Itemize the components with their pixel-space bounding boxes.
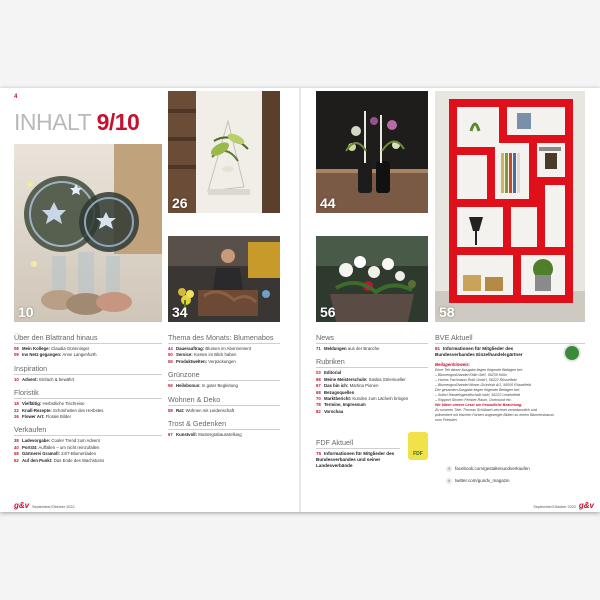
beilage-line: – Rapport Stroem Fenster-Raum, Dortmund etc. <box>435 397 512 402</box>
note-line: Zu unseren Titel: Thomas Schilbach zeichnet verantwortlich und <box>435 407 538 412</box>
beilage-line: Einer Teil dieser Ausgabe liegen folgende Beilagen bei: <box>435 367 523 372</box>
facebook-icon: f <box>446 466 452 472</box>
photo-florist-demo <box>168 236 280 322</box>
toc-entry[interactable]: 62 Auf den Punkt: Das Ende des Wachstums <box>14 457 105 463</box>
twitter-icon: t <box>446 478 452 484</box>
toc-entry[interactable]: 40 Porträt: Auffallen – um nicht reinzufallen <box>14 444 100 450</box>
toc-entry[interactable]: 38 Ladevorgabe: Cooler Trend zum Advent <box>14 438 100 444</box>
section-rubriken <box>316 357 428 415</box>
toc-entry[interactable]: 68 Meine Meisterschule: Saskia Striemueller <box>316 376 406 382</box>
bve-logo-icon <box>563 344 581 362</box>
note-line: Wir bitten unsere Leser um freundliche Beachtung. <box>435 402 523 407</box>
section-inspiration <box>14 364 162 383</box>
section-heading: Floristik <box>14 388 162 399</box>
toc-entry[interactable]: 67 Kunstvoll: Mustergrabausstellung <box>168 432 242 438</box>
note-line: präsentiert mit frischen Farben angezeigte Blüten zu einem Blumenstrauss <box>435 412 554 417</box>
section-heading: News <box>316 333 428 344</box>
beilage-line: – Blumengroßhandel Moser-Grünholz AG, 56000 Rüsselfeld <box>435 382 531 387</box>
toc-entry[interactable]: 22 Knall-Rezepte: Schönheiten des Herbstes <box>14 407 104 413</box>
title-issue: 9/10 <box>96 109 140 135</box>
toc-entry[interactable]: 56 Heilsbonus: In guter Begleitung <box>168 383 238 389</box>
magazine-logo-right: g&v <box>578 501 594 510</box>
magazine-spread <box>0 88 600 512</box>
toc-entry[interactable]: 03 Editorial <box>316 370 342 376</box>
section-heading: Rubriken <box>316 357 428 368</box>
photo-page-number: 26 <box>172 195 188 211</box>
section-gruenzone <box>168 370 280 389</box>
toc-entry[interactable]: 10 Advent: Einfach & bewährt <box>14 376 75 382</box>
page-fold <box>299 88 301 512</box>
toc-column-left-a <box>14 333 162 469</box>
beilage-line: – Blumengroßhandel Kölln GbR, 56235 Kölln <box>435 372 507 377</box>
fdf-info[interactable]: 75 Informationen für Mitglieder des Bundesverbandes und seiner Landesverbände <box>316 451 395 468</box>
photo-page-number: 34 <box>172 304 188 320</box>
photo-red-shelf <box>435 91 585 322</box>
beilage-heading: Beilagenhinweis: <box>435 362 471 367</box>
toc-entry[interactable]: 78 Termine, Impressum <box>316 402 366 408</box>
fdf-badge: FDF <box>408 432 428 460</box>
section-heading: Über den Blattrand hinaus <box>14 333 162 344</box>
section-trost <box>168 419 280 438</box>
title-word: INHALT <box>14 109 91 135</box>
twitter-link[interactable]: t twitter.com/gundv_magazin <box>446 478 510 484</box>
section-verkaufen <box>14 425 162 464</box>
toc-column-left-b <box>168 333 280 443</box>
section-bve <box>435 333 585 423</box>
toc-entry[interactable]: 82 Vorschau <box>316 408 344 414</box>
beilage-line: – Sofort Handelsgesellschaft mbH, 55222 Lindenfeldt <box>435 392 520 397</box>
section-heading: Trost & Gedenken <box>168 419 280 430</box>
photo-page-number: 10 <box>18 304 34 320</box>
section-heading: FDF Aktuell <box>316 438 400 449</box>
section-wohnen <box>168 395 280 414</box>
beilage-line: – Harms Fachmann-Roth GmbH, 56222 Rüsselfeld <box>435 377 517 382</box>
page-number: 4 <box>14 94 18 100</box>
toc-entry[interactable]: 68 Bezugsquellen <box>316 389 355 395</box>
toc-entry[interactable]: 09 Ins Netz gegangen: Anne Langenfurth <box>14 352 97 358</box>
footer-issue-right: September/Oktober 2022 <box>533 505 576 509</box>
section-thema <box>168 333 280 365</box>
toc-entry[interactable]: 26 Flower Art: Florale Bilder <box>14 414 72 420</box>
footer-issue-left: September/Oktober 2022 <box>32 505 75 509</box>
red-shelf-image <box>435 91 585 322</box>
photo-page-number: 58 <box>439 304 455 320</box>
section-heading: Verkaufen <box>14 425 162 436</box>
section-heading: Wohnen & Deko <box>168 395 280 406</box>
toc-entry[interactable]: 50 Service: Kosten im Blick haben <box>168 352 237 358</box>
toc-entry[interactable]: 70 Marktbericht: Kunden zum Lächeln bringen <box>316 396 409 402</box>
beilage-line: Der gesamten Ausgabe liegen folgende Beilagen bei: <box>435 387 520 392</box>
facebook-link[interactable]: f facebook.com/gestaltenundverkaufen <box>446 466 530 472</box>
page-title <box>14 109 139 135</box>
section-floristik <box>14 388 162 420</box>
section-heading: Thema des Monats: Blumenabos <box>168 333 280 344</box>
toc-column-right-a <box>316 333 428 420</box>
photo-advent-decoration <box>14 144 162 322</box>
photo-flower-art <box>168 91 280 213</box>
advent-decoration-image <box>14 144 162 322</box>
toc-entry[interactable]: 67 Das bin ich: Martina Pionen <box>316 383 379 389</box>
note-line: vom Feinsten. <box>435 417 458 422</box>
toc-entry[interactable]: 08 Mein Kollege: Claudia Günnninger <box>14 346 90 351</box>
toc-entry[interactable]: 71 Meldungen aus der Branche <box>316 346 380 351</box>
toc-entry[interactable]: 44 Dauerauftrag: Blumen im Abonnement <box>168 346 252 351</box>
bve-info[interactable]: 81 Informationen für Mitglieder des Bundesverbandes Einzelhandelsgärtner <box>435 346 523 357</box>
toc-entry[interactable]: 55 Produktwelten: Verpackungen <box>168 358 236 364</box>
section-blatt <box>14 333 162 359</box>
photo-flower-planter <box>316 236 428 322</box>
photo-page-number: 56 <box>320 304 336 320</box>
toc-entry[interactable]: 18 Vielfältig: Herbstliche Tischreise <box>14 401 85 407</box>
section-heading: BVE Aktuell <box>435 333 585 344</box>
section-heading: Grünzone <box>168 370 280 381</box>
photo-page-number: 44 <box>320 195 336 211</box>
toc-entry[interactable]: 58 Rat: Wohnen mit Leidenschaft <box>168 407 234 413</box>
section-news <box>316 333 428 352</box>
toc-entry[interactable]: 58 Gärtnerei Gramoll: 24/7-Blumenladen <box>14 451 97 457</box>
magazine-logo-left: g&v <box>14 501 30 510</box>
photo-candle-arrangement <box>316 91 428 213</box>
section-heading: Inspiration <box>14 364 162 375</box>
